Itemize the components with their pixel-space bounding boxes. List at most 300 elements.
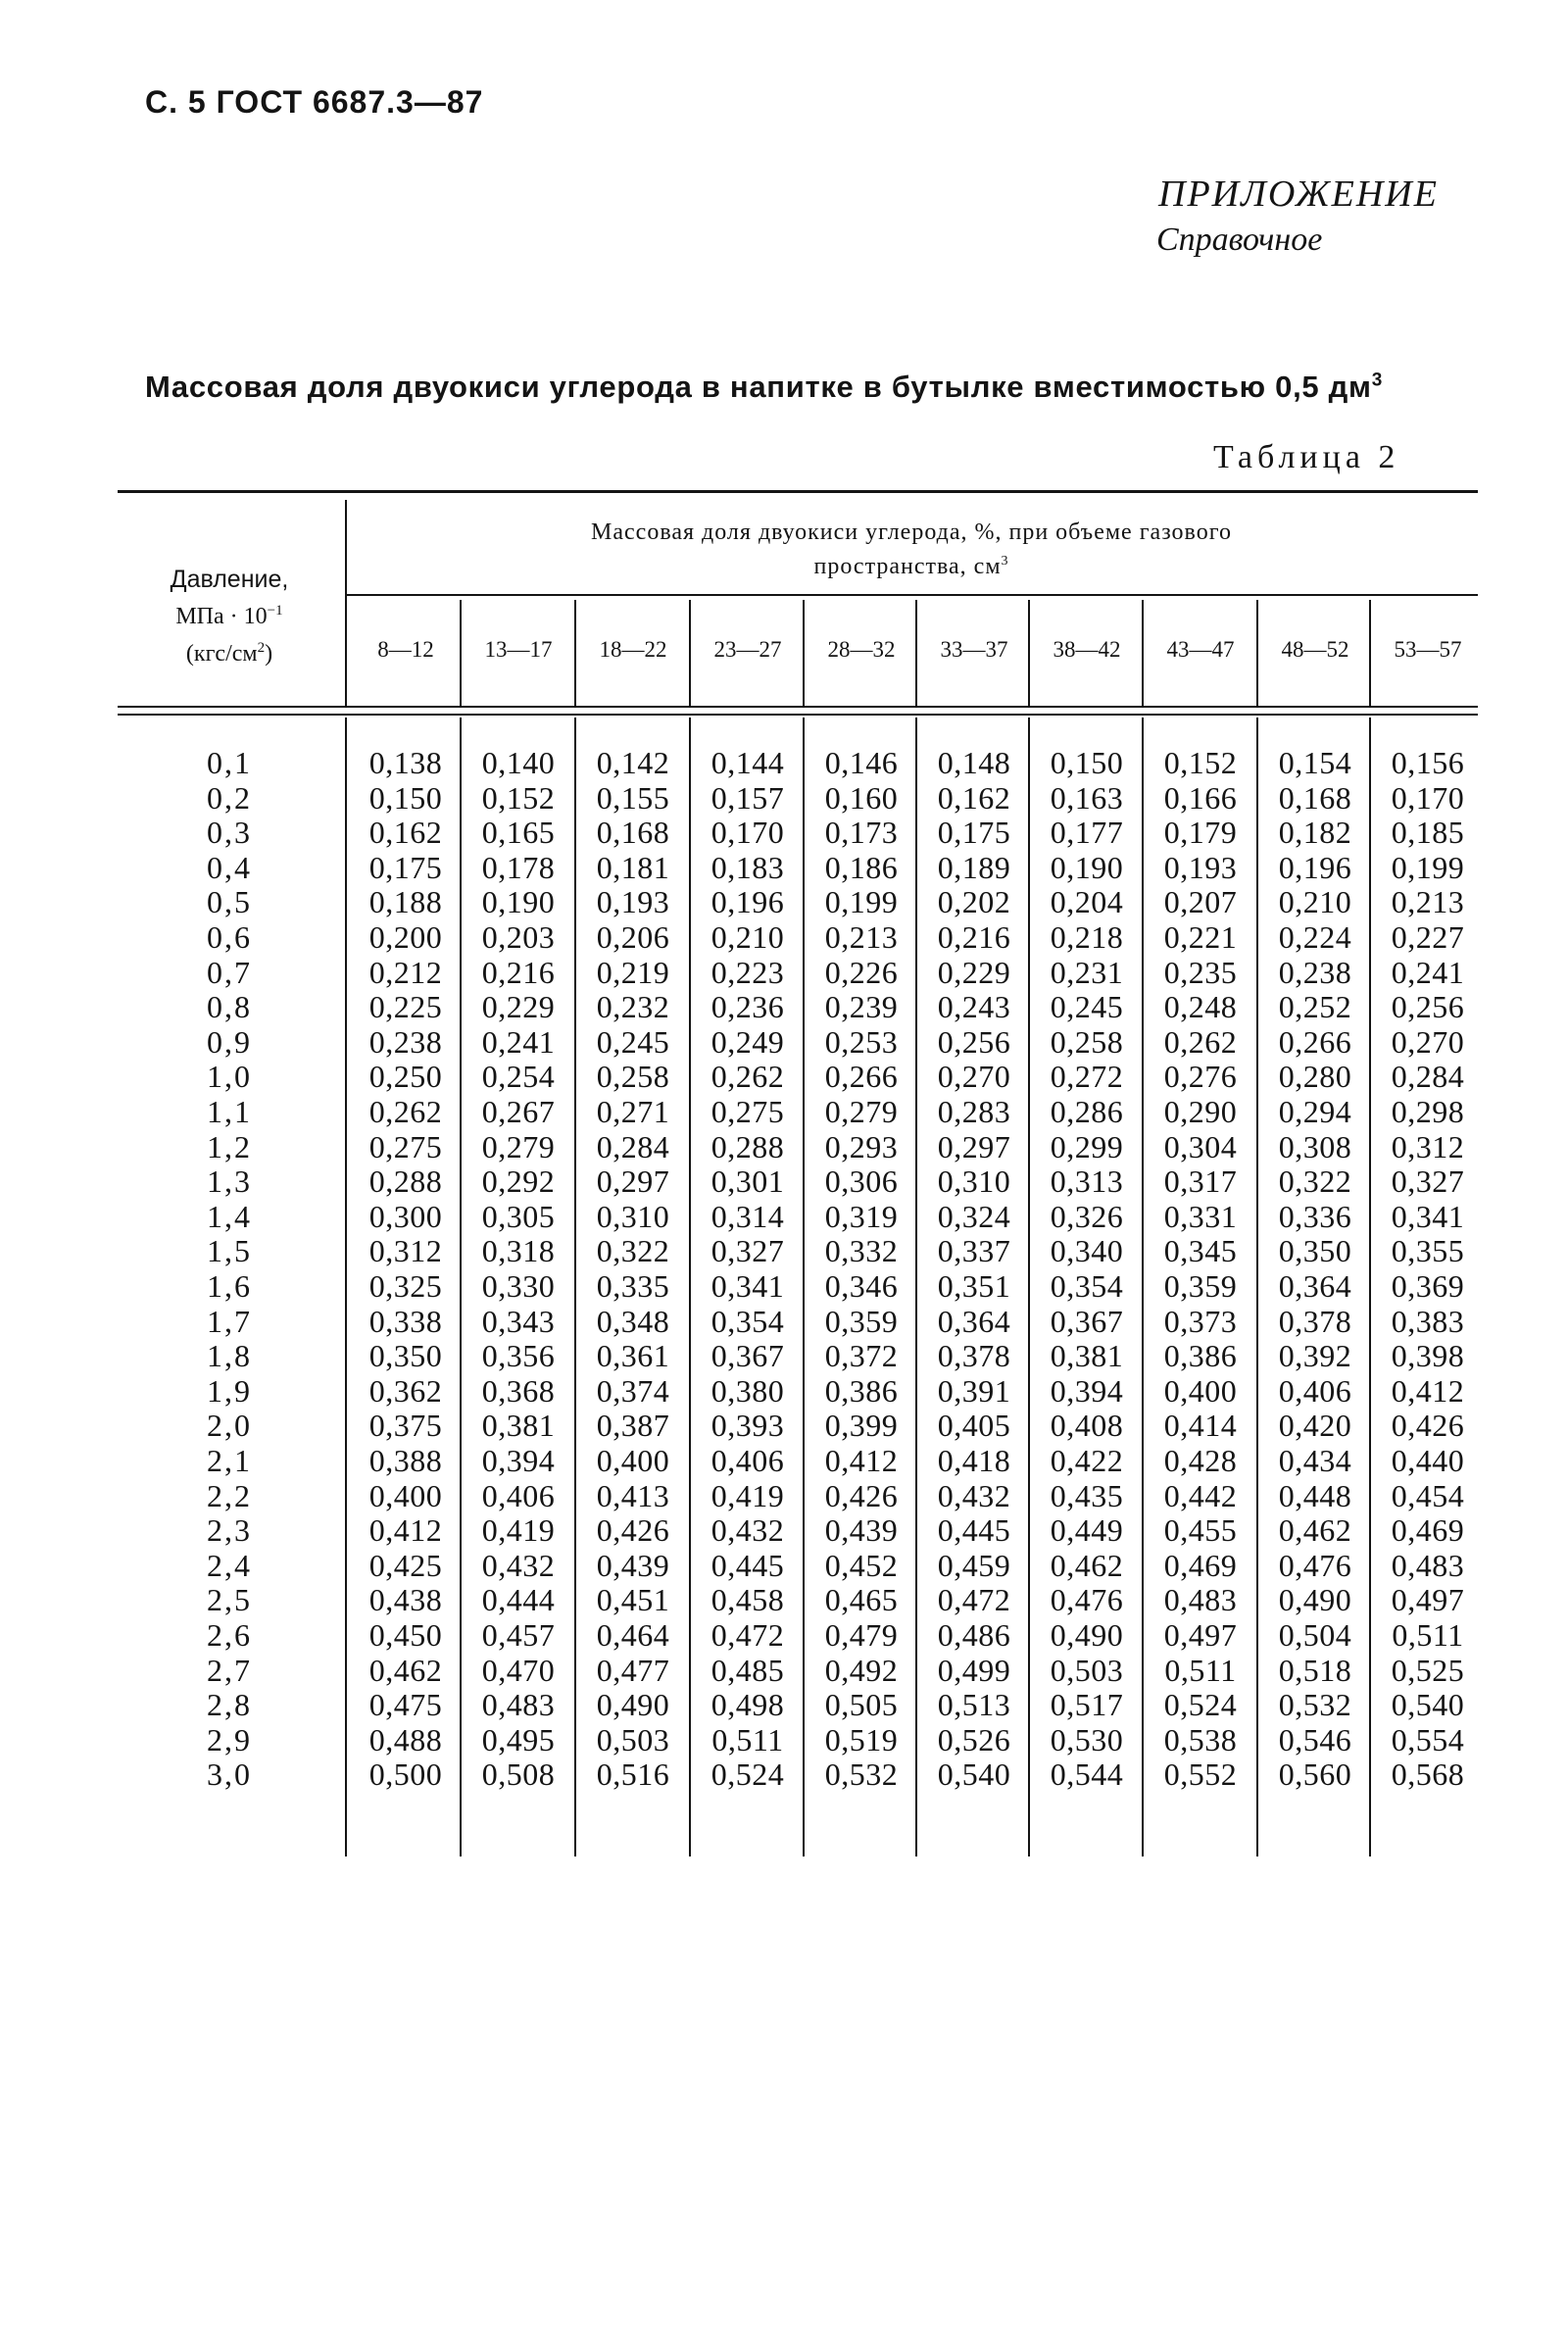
table-cell: 0,262 xyxy=(710,1059,785,1094)
table-cell: 0,348 xyxy=(596,1304,670,1339)
table-cell: 0,219 xyxy=(596,955,670,990)
table-cell: 0,524 xyxy=(710,1757,785,1792)
table-cell: 0,400 xyxy=(596,1443,670,1478)
pressure-column-header xyxy=(118,564,341,669)
table-cell: 0,400 xyxy=(368,1478,443,1513)
pressure-header-line2 xyxy=(118,595,341,632)
pressure-value: 2,1 xyxy=(207,1443,252,1478)
table-cell: 0,488 xyxy=(368,1722,443,1757)
table-cell: 0,193 xyxy=(596,884,670,919)
table-cell: 0,181 xyxy=(596,850,670,885)
table-cell: 0,432 xyxy=(710,1512,785,1548)
table-cell: 0,540 xyxy=(1391,1687,1465,1722)
table-cell: 0,426 xyxy=(1391,1408,1465,1443)
table-cell: 0,405 xyxy=(937,1408,1011,1443)
pressure-value: 0,9 xyxy=(207,1024,252,1060)
table-cell: 0,393 xyxy=(710,1408,785,1443)
table-cell: 0,258 xyxy=(1050,1024,1124,1060)
table-cell: 0,279 xyxy=(824,1094,899,1129)
table-cell: 0,426 xyxy=(824,1478,899,1513)
pressure-value: 2,4 xyxy=(207,1548,252,1583)
pressure-value: 1,2 xyxy=(207,1129,252,1164)
table-cell: 0,271 xyxy=(596,1094,670,1129)
table-cell: 0,270 xyxy=(1391,1024,1465,1060)
table-cell: 0,372 xyxy=(824,1338,899,1373)
table-cell: 0,546 xyxy=(1278,1722,1352,1757)
table-cell: 0,293 xyxy=(824,1129,899,1164)
table-cell: 0,459 xyxy=(937,1548,1011,1583)
table-cell: 0,249 xyxy=(710,1024,785,1060)
table-cell: 0,229 xyxy=(937,955,1011,990)
table-cell: 0,314 xyxy=(710,1199,785,1234)
table-cell: 0,270 xyxy=(937,1059,1011,1094)
table-cell: 0,398 xyxy=(1391,1338,1465,1373)
table-cell: 0,552 xyxy=(1163,1757,1238,1792)
table-cell: 0,173 xyxy=(824,815,899,850)
table-cell: 0,327 xyxy=(710,1233,785,1268)
table-cell: 0,175 xyxy=(368,850,443,885)
table-cell: 0,412 xyxy=(824,1443,899,1478)
table-cell: 0,526 xyxy=(937,1722,1011,1757)
table-cell: 0,386 xyxy=(824,1373,899,1409)
table-cell: 0,168 xyxy=(1278,780,1352,816)
table-cell: 0,448 xyxy=(1278,1478,1352,1513)
group-header-unit: пространства, см xyxy=(813,554,1002,579)
table-cell: 0,381 xyxy=(481,1408,556,1443)
column-header: 53—57 xyxy=(1394,637,1462,662)
table-cell: 0,354 xyxy=(1050,1268,1124,1304)
table-cell: 0,343 xyxy=(481,1304,556,1339)
table-cell: 0,252 xyxy=(1278,989,1352,1024)
table-cell: 0,477 xyxy=(596,1653,670,1688)
table-cell: 0,483 xyxy=(481,1687,556,1722)
table-cell: 0,475 xyxy=(368,1687,443,1722)
table-cell: 0,301 xyxy=(710,1163,785,1199)
table-cell: 0,294 xyxy=(1278,1094,1352,1129)
table-cell: 0,262 xyxy=(368,1094,443,1129)
column-separator xyxy=(1256,718,1258,1856)
table-cell: 0,414 xyxy=(1163,1408,1238,1443)
pressure-value: 2,2 xyxy=(207,1478,252,1513)
table-cell: 0,354 xyxy=(710,1304,785,1339)
table-cell: 0,442 xyxy=(1163,1478,1238,1513)
table-cell: 0,472 xyxy=(710,1617,785,1653)
table-cell: 0,178 xyxy=(481,850,556,885)
table-cell: 0,359 xyxy=(1163,1268,1238,1304)
table-cell: 0,199 xyxy=(824,884,899,919)
table-cell: 0,469 xyxy=(1391,1512,1465,1548)
table-cell: 0,438 xyxy=(368,1582,443,1617)
table-cell: 0,492 xyxy=(824,1653,899,1688)
table-cell: 0,356 xyxy=(481,1338,556,1373)
table-cell: 0,318 xyxy=(481,1233,556,1268)
pressure-value: 1,8 xyxy=(207,1338,252,1373)
table-cell: 0,253 xyxy=(824,1024,899,1060)
table-cell: 0,306 xyxy=(824,1163,899,1199)
pressure-value: 0,3 xyxy=(207,815,252,850)
table-cell: 0,276 xyxy=(1163,1059,1238,1094)
table-cell: 0,399 xyxy=(824,1408,899,1443)
pressure-value: 0,1 xyxy=(207,745,252,780)
table-cell: 0,160 xyxy=(824,780,899,816)
table-cell: 0,190 xyxy=(1050,850,1124,885)
table-cell: 0,262 xyxy=(1163,1024,1238,1060)
table-cell: 0,464 xyxy=(596,1617,670,1653)
table-cell: 0,412 xyxy=(368,1512,443,1548)
table-cell: 0,450 xyxy=(368,1617,443,1653)
table-cell: 0,204 xyxy=(1050,884,1124,919)
table-cell: 0,499 xyxy=(937,1653,1011,1688)
table-cell: 0,369 xyxy=(1391,1268,1465,1304)
table-cell: 0,511 xyxy=(1392,1617,1464,1653)
table-cell: 0,341 xyxy=(1391,1199,1465,1234)
pressure-value: 1,9 xyxy=(207,1373,252,1409)
table-cell: 0,275 xyxy=(368,1129,443,1164)
table-cell: 0,224 xyxy=(1278,919,1352,955)
table-cell: 0,213 xyxy=(824,919,899,955)
table-cell: 0,267 xyxy=(481,1094,556,1129)
table-cell: 0,322 xyxy=(596,1233,670,1268)
table-cell: 0,517 xyxy=(1050,1687,1124,1722)
table-caption xyxy=(145,370,1448,405)
table-cell: 0,284 xyxy=(596,1129,670,1164)
group-header-exponent: 3 xyxy=(1001,554,1009,569)
table-cell: 0,432 xyxy=(481,1548,556,1583)
table-cell: 0,408 xyxy=(1050,1408,1124,1443)
table-cell: 0,449 xyxy=(1050,1512,1124,1548)
group-header-line2 xyxy=(348,547,1475,581)
table-cell: 0,245 xyxy=(1050,989,1124,1024)
table-cell: 0,326 xyxy=(1050,1199,1124,1234)
table-cell: 0,378 xyxy=(1278,1304,1352,1339)
pressure-value: 3,0 xyxy=(207,1757,252,1792)
table-cell: 0,235 xyxy=(1163,955,1238,990)
pressure-value: 2,0 xyxy=(207,1408,252,1443)
table-cell: 0,179 xyxy=(1163,815,1238,850)
table-cell: 0,210 xyxy=(1278,884,1352,919)
table-cell: 0,472 xyxy=(937,1582,1011,1617)
table-cell: 0,250 xyxy=(368,1059,443,1094)
table-cell: 0,146 xyxy=(824,745,899,780)
table-cell: 0,418 xyxy=(937,1443,1011,1478)
table-cell: 0,338 xyxy=(368,1304,443,1339)
table-cell: 0,340 xyxy=(1050,1233,1124,1268)
table-cell: 0,200 xyxy=(368,919,443,955)
table-cell: 0,231 xyxy=(1050,955,1124,990)
table-cell: 0,310 xyxy=(596,1199,670,1234)
table-cell: 0,299 xyxy=(1050,1129,1124,1164)
table-cell: 0,490 xyxy=(596,1687,670,1722)
table-cell: 0,168 xyxy=(596,815,670,850)
table-cell: 0,500 xyxy=(368,1757,443,1792)
pressure-value: 1,3 xyxy=(207,1163,252,1199)
table-cell: 0,162 xyxy=(368,815,443,850)
table-cell: 0,350 xyxy=(1278,1233,1352,1268)
table-cell: 0,345 xyxy=(1163,1233,1238,1268)
table-cell: 0,380 xyxy=(710,1373,785,1409)
table-cell: 0,216 xyxy=(937,919,1011,955)
table-cell: 0,297 xyxy=(937,1129,1011,1164)
pressure-column-separator xyxy=(345,500,347,708)
table-cell: 0,426 xyxy=(596,1512,670,1548)
table-cell: 0,367 xyxy=(710,1338,785,1373)
table-cell: 0,498 xyxy=(710,1687,785,1722)
table-cell: 0,152 xyxy=(1163,745,1238,780)
table-cell: 0,388 xyxy=(368,1443,443,1478)
table-cell: 0,544 xyxy=(1050,1757,1124,1792)
table-cell: 0,185 xyxy=(1391,815,1465,850)
table-cell: 0,434 xyxy=(1278,1443,1352,1478)
table-cell: 0,386 xyxy=(1163,1338,1238,1373)
table-cell: 0,406 xyxy=(481,1478,556,1513)
table-cell: 0,444 xyxy=(481,1582,556,1617)
table-cell: 0,470 xyxy=(481,1653,556,1688)
table-cell: 0,374 xyxy=(596,1373,670,1409)
table-cell: 0,150 xyxy=(1050,745,1124,780)
pressure-value: 0,7 xyxy=(207,955,252,990)
table-cell: 0,324 xyxy=(937,1199,1011,1234)
table-cell: 0,290 xyxy=(1163,1094,1238,1129)
table-cell: 0,313 xyxy=(1050,1163,1124,1199)
table-cell: 0,458 xyxy=(710,1582,785,1617)
table-cell: 0,479 xyxy=(824,1617,899,1653)
pressure-value: 2,8 xyxy=(207,1687,252,1722)
pressure-value: 2,7 xyxy=(207,1653,252,1688)
table-cell: 0,203 xyxy=(481,919,556,955)
table-cell: 0,256 xyxy=(937,1024,1011,1060)
table-cell: 0,300 xyxy=(368,1199,443,1234)
table-cell: 0,190 xyxy=(481,884,556,919)
table-cell: 0,516 xyxy=(596,1757,670,1792)
column-separator-header xyxy=(1256,600,1258,708)
pressure-value: 1,4 xyxy=(207,1199,252,1234)
table-cell: 0,288 xyxy=(710,1129,785,1164)
table-cell: 0,373 xyxy=(1163,1304,1238,1339)
table-cell: 0,503 xyxy=(1050,1653,1124,1688)
table-cell: 0,156 xyxy=(1391,745,1465,780)
pressure-value: 0,2 xyxy=(207,780,252,816)
table-cell: 0,170 xyxy=(710,815,785,850)
column-header: 38—42 xyxy=(1053,637,1121,662)
table-cell: 0,166 xyxy=(1163,780,1238,816)
table-cell: 0,221 xyxy=(1163,919,1238,955)
pressure-value: 2,5 xyxy=(207,1582,252,1617)
table-cell: 0,413 xyxy=(596,1478,670,1513)
table-cell: 0,394 xyxy=(481,1443,556,1478)
table-cell: 0,524 xyxy=(1163,1687,1238,1722)
table-cell: 0,305 xyxy=(481,1199,556,1234)
table-cell: 0,188 xyxy=(368,884,443,919)
table-cell: 0,225 xyxy=(368,989,443,1024)
table-cell: 0,355 xyxy=(1391,1233,1465,1268)
table-cell: 0,383 xyxy=(1391,1304,1465,1339)
table-cell: 0,256 xyxy=(1391,989,1465,1024)
table-cell: 0,162 xyxy=(937,780,1011,816)
table-cell: 0,508 xyxy=(481,1757,556,1792)
header-bottom-rule-2 xyxy=(118,714,1478,716)
table-cell: 0,497 xyxy=(1391,1582,1465,1617)
table-cell: 0,490 xyxy=(1050,1617,1124,1653)
pressure-header-unit: МПа · 10 xyxy=(175,604,268,629)
table-cell: 0,341 xyxy=(710,1268,785,1304)
table-cell: 0,183 xyxy=(710,850,785,885)
table-cell: 0,483 xyxy=(1391,1548,1465,1583)
group-header-line1: Массовая доля двуокиси углерода, %, при объеме газового xyxy=(591,520,1232,545)
table-cell: 0,532 xyxy=(824,1757,899,1792)
table-cell: 0,362 xyxy=(368,1373,443,1409)
table-cell: 0,406 xyxy=(710,1443,785,1478)
table-cell: 0,364 xyxy=(937,1304,1011,1339)
table-cell: 0,241 xyxy=(481,1024,556,1060)
table-cell: 0,279 xyxy=(481,1129,556,1164)
pressure-value: 2,9 xyxy=(207,1722,252,1757)
column-header: 18—22 xyxy=(599,637,667,662)
table-cell: 0,266 xyxy=(1278,1024,1352,1060)
table-cell: 0,568 xyxy=(1391,1757,1465,1792)
pressure-value: 1,5 xyxy=(207,1233,252,1268)
column-header: 43—47 xyxy=(1166,637,1235,662)
table-cell: 0,177 xyxy=(1050,815,1124,850)
table-cell: 0,152 xyxy=(481,780,556,816)
table-cell: 0,189 xyxy=(937,850,1011,885)
table-cell: 0,236 xyxy=(710,989,785,1024)
table-cell: 0,210 xyxy=(710,919,785,955)
pressure-value: 2,3 xyxy=(207,1512,252,1548)
table-cell: 0,286 xyxy=(1050,1094,1124,1129)
table-cell: 0,454 xyxy=(1391,1478,1465,1513)
table-cell: 0,435 xyxy=(1050,1478,1124,1513)
table-cell: 0,272 xyxy=(1050,1059,1124,1094)
table-cell: 0,425 xyxy=(368,1548,443,1583)
table-cell: 0,199 xyxy=(1391,850,1465,885)
table-cell: 0,462 xyxy=(1278,1512,1352,1548)
table-cell: 0,297 xyxy=(596,1163,670,1199)
table-cell: 0,457 xyxy=(481,1617,556,1653)
pressure-value: 0,8 xyxy=(207,989,252,1024)
group-column-header xyxy=(348,518,1475,581)
table-cell: 0,150 xyxy=(368,780,443,816)
table-cell: 0,420 xyxy=(1278,1408,1352,1443)
table-cell: 0,206 xyxy=(596,919,670,955)
table-cell: 0,229 xyxy=(481,989,556,1024)
table-cell: 0,451 xyxy=(596,1582,670,1617)
pressure-header-line3 xyxy=(118,632,341,669)
column-separator xyxy=(574,718,576,1856)
table-cell: 0,182 xyxy=(1278,815,1352,850)
table-cell: 0,400 xyxy=(1163,1373,1238,1409)
table-cell: 0,325 xyxy=(368,1268,443,1304)
table-cell: 0,378 xyxy=(937,1338,1011,1373)
table-cell: 0,202 xyxy=(937,884,1011,919)
table-cell: 0,368 xyxy=(481,1373,556,1409)
table-cell: 0,140 xyxy=(481,745,556,780)
table-cell: 0,381 xyxy=(1050,1338,1124,1373)
table-cell: 0,186 xyxy=(824,850,899,885)
table-cell: 0,375 xyxy=(368,1408,443,1443)
table-cell: 0,254 xyxy=(481,1059,556,1094)
appendix-subtitle: Справочное xyxy=(1156,222,1323,258)
pressure-header-alt-unit: (кгс/см xyxy=(185,641,258,667)
table-cell: 0,227 xyxy=(1391,919,1465,955)
table-cell: 0,495 xyxy=(481,1722,556,1757)
column-header: 48—52 xyxy=(1281,637,1349,662)
table-cell: 0,223 xyxy=(710,955,785,990)
table-cell: 0,419 xyxy=(710,1478,785,1513)
pressure-value: 0,6 xyxy=(207,919,252,955)
table-cell: 0,212 xyxy=(368,955,443,990)
table-cell: 0,284 xyxy=(1391,1059,1465,1094)
pressure-value: 1,0 xyxy=(207,1059,252,1094)
pressure-header-close-paren: ) xyxy=(265,641,273,667)
table-cell: 0,350 xyxy=(368,1338,443,1373)
pressure-value: 1,1 xyxy=(207,1094,252,1129)
pressure-value: 1,7 xyxy=(207,1304,252,1339)
table-cell: 0,367 xyxy=(1050,1304,1124,1339)
table-cell: 0,394 xyxy=(1050,1373,1124,1409)
table-cell: 0,560 xyxy=(1278,1757,1352,1792)
table-cell: 0,308 xyxy=(1278,1129,1352,1164)
table-cell: 0,170 xyxy=(1391,780,1465,816)
table-cell: 0,422 xyxy=(1050,1443,1124,1478)
table-cell: 0,505 xyxy=(824,1687,899,1722)
table-cell: 0,485 xyxy=(710,1653,785,1688)
table-cell: 0,317 xyxy=(1163,1163,1238,1199)
pressure-value: 0,5 xyxy=(207,884,252,919)
table-cell: 0,490 xyxy=(1278,1582,1352,1617)
body-column-separator xyxy=(345,718,347,1856)
table-cell: 0,392 xyxy=(1278,1338,1352,1373)
table-cell: 0,193 xyxy=(1163,850,1238,885)
column-header: 23—27 xyxy=(713,637,782,662)
column-header: 33—37 xyxy=(940,637,1008,662)
table-cell: 0,148 xyxy=(937,745,1011,780)
table-cell: 0,462 xyxy=(368,1653,443,1688)
table-cell: 0,226 xyxy=(824,955,899,990)
table-cell: 0,504 xyxy=(1278,1617,1352,1653)
table-cell: 0,406 xyxy=(1278,1373,1352,1409)
table-cell: 0,175 xyxy=(937,815,1011,850)
table-cell: 0,327 xyxy=(1391,1163,1465,1199)
table-cell: 0,196 xyxy=(710,884,785,919)
table-cell: 0,440 xyxy=(1391,1443,1465,1478)
pressure-header-line1: Давление, xyxy=(170,566,289,593)
table-cell: 0,465 xyxy=(824,1582,899,1617)
appendix-title: ПРИЛОЖЕНИЕ xyxy=(1158,173,1439,215)
table-cell: 0,275 xyxy=(710,1094,785,1129)
table-cell: 0,154 xyxy=(1278,745,1352,780)
table-cell: 0,476 xyxy=(1278,1548,1352,1583)
table-cell: 0,288 xyxy=(368,1163,443,1199)
group-header-rule xyxy=(345,594,1478,596)
table-cell: 0,292 xyxy=(481,1163,556,1199)
table-cell: 0,239 xyxy=(824,989,899,1024)
table-cell: 0,337 xyxy=(937,1233,1011,1268)
table-cell: 0,439 xyxy=(824,1512,899,1548)
page-header: С. 5 ГОСТ 6687.3—87 xyxy=(145,84,484,120)
table-cell: 0,332 xyxy=(824,1233,899,1268)
table-cell: 0,138 xyxy=(368,745,443,780)
table-caption-text: Массовая доля двуокиси углерода в напитке в бутылке вместимостью 0,5 дм xyxy=(145,370,1372,404)
table-cell: 0,312 xyxy=(1391,1129,1465,1164)
table-cell: 0,351 xyxy=(937,1268,1011,1304)
column-separator xyxy=(689,718,691,1856)
table-cell: 0,196 xyxy=(1278,850,1352,885)
table-cell: 0,412 xyxy=(1391,1373,1465,1409)
table-cell: 0,391 xyxy=(937,1373,1011,1409)
pressure-value: 2,6 xyxy=(207,1617,252,1653)
table-cell: 0,155 xyxy=(596,780,670,816)
table-cell: 0,165 xyxy=(481,815,556,850)
